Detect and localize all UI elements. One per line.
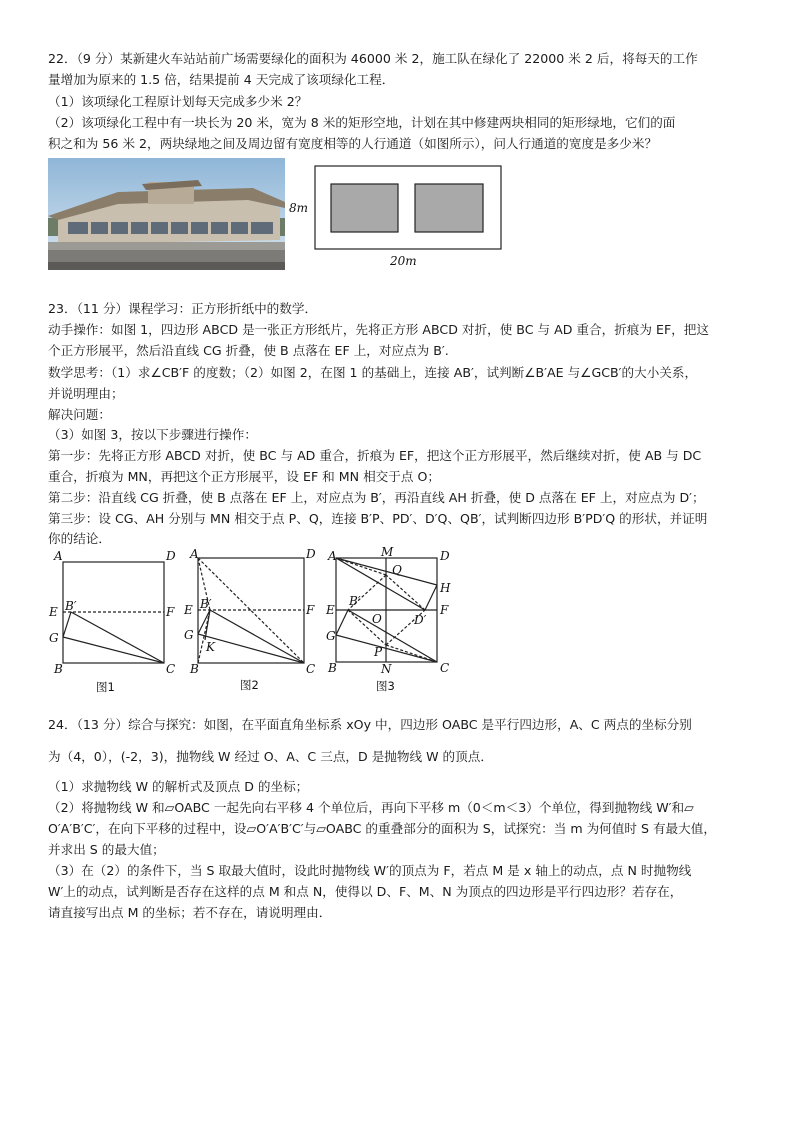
label-E: E	[49, 605, 58, 619]
q22-line-3: （1）该项绿化工程原计划每天完成多少米 2？	[48, 94, 308, 109]
label-A: A	[328, 549, 337, 563]
q24-line-2: 为（4，0），(-2，3)，抛物线 W 经过 O、A、C 三点，D 是抛物线 W 的顶点．	[48, 749, 493, 764]
label-G: G	[326, 629, 336, 643]
caption-fig2: 图2	[240, 678, 259, 692]
station-photo	[48, 158, 285, 270]
q23-line-12: 你的结论．	[48, 531, 111, 546]
label-F: F	[166, 605, 175, 619]
label-B: B	[328, 661, 337, 675]
q23-line-6: 解决问题：	[48, 407, 111, 422]
q24-line-6: 并求出 S 的最大值；	[48, 842, 165, 857]
q23-line-10: 第二步：沿直线 CG 折叠，使 B 点落在 EF 上，对应点为 B′，再沿直线 AH 折叠，使 D 点落在 EF 上，对应点为 D′；	[48, 490, 705, 505]
q23-line-9: 重合，折痕为 MN，再把这个正方形展平，设 EF 和 MN 相交于点 O；	[48, 469, 440, 484]
label-A: A	[54, 549, 63, 563]
fold-figure-2	[182, 548, 322, 696]
caption-fig3: 图3	[376, 679, 395, 693]
height-label: 8m	[289, 201, 309, 215]
q24-line-9: 请直接写出点 M 的坐标；若不存在，请说明理由．	[48, 905, 332, 920]
label-D: D	[440, 549, 450, 563]
q24-line-1: 24．（13 分）综合与探究：如图，在平面直角坐标系 xOy 中，四边形 OABC 是平行四边形，A、C 两点的坐标分别	[48, 717, 692, 732]
label-K: K	[206, 640, 215, 654]
label-P: P	[374, 645, 383, 659]
land-diagram	[286, 160, 516, 270]
label-Bprime: B′	[200, 597, 212, 611]
label-G: G	[184, 628, 194, 642]
q22-line-2: 量增加为原来的 1.5 倍，结果提前 4 天完成了该项绿化工程．	[48, 72, 395, 87]
label-G: G	[49, 631, 59, 645]
q23-line-8: 第一步：先将正方形 ABCD 对折，使 BC 与 AD 重合，折痕为 EF，把这个正方形展平，然后继续对折，使 AB 与 DC	[48, 448, 702, 463]
q23-line-11: 第三步：设 CG、AH 分别与 MN 相交于点 P、Q，连接 B′P、PD′、D′Q、QB′，试判断四边形 B′PD′Q 的形状，并证明	[48, 511, 708, 526]
q24-line-3: （1）求抛物线 W 的解析式及顶点 D 的坐标；	[48, 779, 309, 794]
label-D: D	[306, 548, 316, 561]
label-C: C	[440, 661, 450, 675]
label-Bprime: B′	[349, 594, 361, 608]
q23-line-3: 个正方形展平，然后沿直线 CG 折叠，使 B 点落在 EF 上，对应点为 B′.	[48, 343, 449, 358]
label-M: M	[381, 546, 394, 559]
label-C: C	[166, 662, 176, 676]
label-B: B	[190, 662, 199, 676]
q24-line-4: （2）将抛物线 W 和▱OABC 一起先向右平移 4 个单位后，再向下平移 m（0＜m＜3）个单位，得到抛物线 W′和▱	[48, 800, 694, 815]
label-H: H	[440, 581, 451, 595]
q23-line-1: 23．（11 分）课程学习：正方形折纸中的数学．	[48, 301, 318, 316]
label-D: D	[166, 549, 176, 563]
fold-figure-3	[322, 546, 462, 696]
label-E: E	[184, 603, 193, 617]
label-F: F	[440, 603, 449, 617]
q22-line-1: 22．（9 分）某新建火车站站前广场需要绿化的面积为 46000 米 2，施工队在绿化了 22000 米 2 后，将每天的工作	[48, 51, 698, 66]
label-C: C	[306, 662, 316, 676]
q23-line-4: 数学思考：（1）求∠CB′F 的度数；（2）如图 2，在图 1 的基础上，连接 AB′，试判断∠B′AE 与∠GCB′的大小关系，	[48, 365, 698, 380]
q22-line-4: （2）该项绿化工程中有一块长为 20 米，宽为 8 米的矩形空地，计划在其中修建两块相同的矩形绿地，它们的面	[48, 115, 676, 130]
label-Q: Q	[392, 563, 402, 577]
label-F: F	[306, 603, 315, 617]
width-label: 20m	[390, 254, 417, 268]
q22-line-5: 积之和为 56 米 2，两块绿地之间及周边留有宽度相等的人行通道（如图所示），问人行通道的宽度是多少米？	[48, 136, 658, 151]
label-E: E	[326, 603, 335, 617]
label-B: B	[54, 662, 63, 676]
q23-line-2: 动手操作：如图 1，四边形 ABCD 是一张正方形纸片，先将正方形 ABCD 对折，使 BC 与 AD 重合，折痕为 EF，把这	[48, 322, 709, 337]
q24-line-7: （3）在（2）的条件下，当 S 取最大值时，设此时抛物线 W′的顶点为 F，若点 M 是 x 轴上的动点，点 N 时抛物线	[48, 863, 692, 878]
label-Dprime: D′	[414, 613, 427, 627]
label-O: O	[372, 612, 382, 626]
q23-line-5: 并说明理由；	[48, 386, 124, 401]
label-Bprime: B′	[65, 599, 77, 613]
label-A: A	[190, 548, 199, 561]
label-N: N	[381, 662, 392, 676]
q24-line-5: O′A′B′C′，在向下平移的过程中，设▱O′A′B′C′与▱OABC 的重叠部分的面积为 S，试探究：当 m 为何值时 S 有最大值，	[48, 821, 716, 836]
caption-fig1: 图1	[96, 680, 115, 694]
fold-figure-1	[44, 548, 184, 696]
q24-line-8: W′上的动点，试判断是否存在这样的点 M 和点 N，使得以 D、F、M、N 为顶点的四边形是平行四边形？若存在，	[48, 884, 683, 899]
q23-line-7: （3）如图 3，按以下步骤进行操作：	[48, 427, 257, 442]
